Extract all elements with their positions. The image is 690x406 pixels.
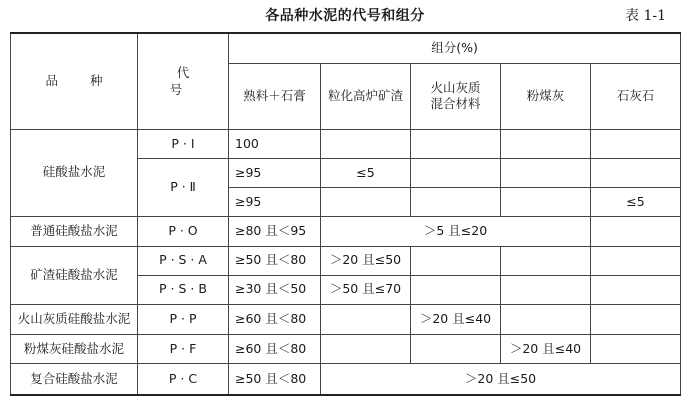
row-composite-code: P · C [138,364,229,395]
cement-composition-table [10,32,681,396]
empty-cell [411,335,501,364]
row-composite-name: 复合硅酸盐水泥 [11,364,138,395]
row-flyash-clinker: ≥60 且＜80 [229,335,321,364]
empty-cell [501,275,591,304]
row-ordinary-name: 普通硅酸盐水泥 [11,216,138,246]
row-silicate-code1-clinker: 100 [229,130,321,159]
row-silicate-name: 硅酸盐水泥 [11,130,138,216]
empty-cell [591,335,681,364]
empty-cell [411,275,501,304]
table-number: 表 1-1 [625,8,666,24]
header-composition: 组分(%) [229,33,681,63]
row-pozzolan-mix: ＞20 且≤40 [411,304,501,334]
row-silicate-code2b-limestone: ≤5 [591,188,681,216]
row-pozzolan-clinker: ≥60 且＜80 [229,304,321,334]
row-silicate-code2b-clinker: ≥95 [229,188,321,216]
row-flyash-mix: ＞20 且≤40 [501,335,591,364]
empty-cell [411,159,501,188]
table-title: 各品种水泥的代号和组分 [265,8,425,24]
empty-cell [501,130,591,159]
row-composite-clinker: ≥50 且＜80 [229,364,321,395]
row-silicate-code2: P · Ⅱ [138,159,229,216]
header-code: 代 号 [138,33,229,130]
header-pozzolan [411,63,501,130]
empty-cell [591,246,681,275]
row-slag-name: 矿渣硅酸盐水泥 [11,246,138,304]
header-pozzolan-line1: 火山灰质 [430,79,481,95]
row-ordinary-code: P · O [138,216,229,246]
header-clinker-gypsum: 熟料＋石膏 [229,63,321,130]
empty-cell [501,159,591,188]
header-limestone: 石灰石 [591,63,681,130]
empty-cell [591,130,681,159]
row-ordinary-mix: ＞5 且≤20 [321,216,591,246]
empty-cell [411,130,501,159]
header-variety: 品 种 [11,33,138,130]
row-silicate-code1: P · Ⅰ [138,130,229,159]
header-pozzolan-line2: 混合材料 [430,96,481,112]
row-ordinary-clinker: ≥80 且＜95 [229,216,321,246]
row-flyash-code: P · F [138,335,229,364]
empty-cell [591,304,681,334]
empty-cell [501,188,591,216]
row-silicate-code2a-slag: ≤5 [321,159,411,188]
empty-cell [411,188,501,216]
empty-cell [591,216,681,246]
row-slag-code-a: P · S · A [138,246,229,275]
empty-cell [591,159,681,188]
empty-cell [501,246,591,275]
row-slag-a-clinker: ≥50 且＜80 [229,246,321,275]
empty-cell [321,304,411,334]
row-pozzolan-name: 火山灰质硅酸盐水泥 [11,304,138,334]
empty-cell [321,130,411,159]
row-flyash-name: 粉煤灰硅酸盐水泥 [11,335,138,364]
empty-cell [591,275,681,304]
row-slag-b-clinker: ≥30 且＜50 [229,275,321,304]
empty-cell [321,188,411,216]
row-slag-b-slag: ＞50 且≤70 [321,275,411,304]
row-pozzolan-code: P · P [138,304,229,334]
header-slag: 粒化高炉矿渣 [321,63,411,130]
row-slag-a-slag: ＞20 且≤50 [321,246,411,275]
empty-cell [411,246,501,275]
row-composite-mix: ＞20 且≤50 [321,364,681,395]
row-slag-code-b: P · S · B [138,275,229,304]
row-silicate-code2a-clinker: ≥95 [229,159,321,188]
empty-cell [501,304,591,334]
header-fly-ash: 粉煤灰 [501,63,591,130]
empty-cell [321,335,411,364]
